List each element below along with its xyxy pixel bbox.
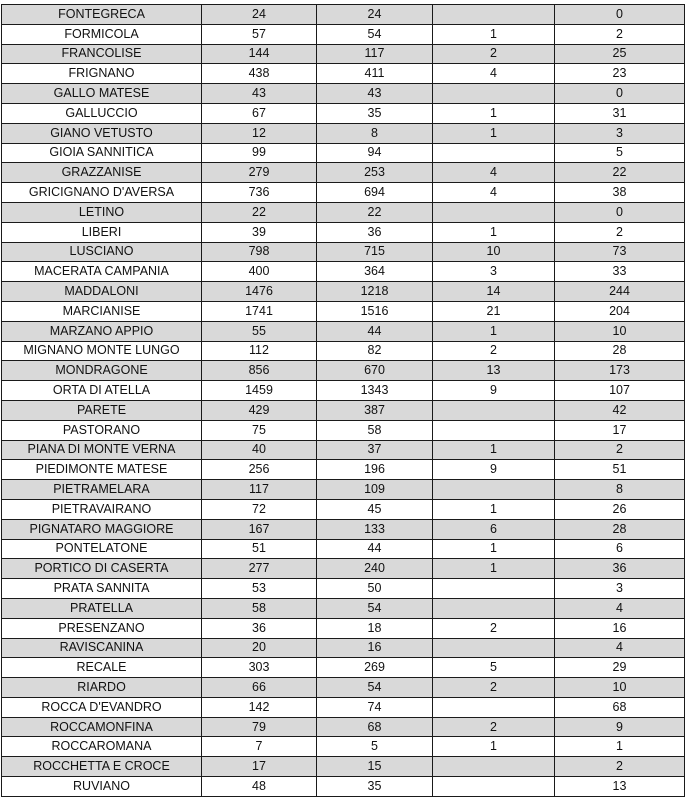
municipality-name-cell: ROCCAROMANA	[2, 737, 202, 757]
value-col-3-cell: 1	[433, 559, 555, 579]
value-col-1-cell: 75	[202, 420, 317, 440]
value-col-1-cell: 167	[202, 519, 317, 539]
municipality-name-cell: FRIGNANO	[2, 64, 202, 84]
value-col-4-cell: 68	[555, 697, 685, 717]
value-col-1-cell: 856	[202, 361, 317, 381]
value-col-1-cell: 279	[202, 163, 317, 183]
value-col-2-cell: 50	[317, 579, 433, 599]
value-col-1-cell: 12	[202, 123, 317, 143]
value-col-1-cell: 79	[202, 717, 317, 737]
table-row	[2, 697, 685, 717]
value-col-1-cell: 112	[202, 341, 317, 361]
value-col-2-cell: 22	[317, 202, 433, 222]
value-col-4-cell: 42	[555, 400, 685, 420]
value-col-2-cell: 44	[317, 321, 433, 341]
table-row	[2, 64, 685, 84]
municipality-name-cell: PORTICO DI CASERTA	[2, 559, 202, 579]
value-col-3-cell: 10	[433, 242, 555, 262]
value-col-4-cell: 4	[555, 638, 685, 658]
value-col-3-cell	[433, 400, 555, 420]
value-col-2-cell: 45	[317, 499, 433, 519]
municipality-name-cell: PIETRAVAIRANO	[2, 499, 202, 519]
municipality-name-cell: PRATELLA	[2, 598, 202, 618]
value-col-4-cell: 13	[555, 777, 685, 797]
value-col-3-cell	[433, 777, 555, 797]
value-col-3-cell: 1	[433, 321, 555, 341]
value-col-3-cell: 6	[433, 519, 555, 539]
value-col-2-cell: 37	[317, 440, 433, 460]
value-col-2-cell: 1218	[317, 282, 433, 302]
value-col-2-cell: 43	[317, 84, 433, 104]
value-col-3-cell: 1	[433, 440, 555, 460]
value-col-3-cell: 2	[433, 44, 555, 64]
table-row	[2, 539, 685, 559]
table-row	[2, 440, 685, 460]
table-row	[2, 301, 685, 321]
value-col-1-cell: 736	[202, 183, 317, 203]
table-row	[2, 777, 685, 797]
value-col-3-cell: 4	[433, 64, 555, 84]
municipality-name-cell: LETINO	[2, 202, 202, 222]
value-col-4-cell: 2	[555, 222, 685, 242]
value-col-2-cell: 133	[317, 519, 433, 539]
value-col-1-cell: 1476	[202, 282, 317, 302]
municipality-name-cell: PIEDIMONTE MATESE	[2, 460, 202, 480]
municipality-name-cell: GALLUCCIO	[2, 103, 202, 123]
value-col-1-cell: 67	[202, 103, 317, 123]
table-row	[2, 678, 685, 698]
municipality-name-cell: GIOIA SANNITICA	[2, 143, 202, 163]
table-row	[2, 400, 685, 420]
value-col-3-cell: 13	[433, 361, 555, 381]
municipality-name-cell: ORTA DI ATELLA	[2, 381, 202, 401]
table-row	[2, 123, 685, 143]
municipality-name-cell: LIBERI	[2, 222, 202, 242]
value-col-4-cell: 6	[555, 539, 685, 559]
municipality-name-cell: PARETE	[2, 400, 202, 420]
municipality-name-cell: PRESENZANO	[2, 618, 202, 638]
value-col-1-cell: 36	[202, 618, 317, 638]
value-col-1-cell: 7	[202, 737, 317, 757]
value-col-1-cell: 57	[202, 24, 317, 44]
municipality-name-cell: PONTELATONE	[2, 539, 202, 559]
value-col-1-cell: 99	[202, 143, 317, 163]
value-col-2-cell: 82	[317, 341, 433, 361]
value-col-1-cell: 22	[202, 202, 317, 222]
table-row	[2, 618, 685, 638]
municipality-name-cell: ROCCA D'EVANDRO	[2, 697, 202, 717]
table-row	[2, 361, 685, 381]
value-col-3-cell: 1	[433, 539, 555, 559]
municipality-name-cell: RIARDO	[2, 678, 202, 698]
municipality-name-cell: FRANCOLISE	[2, 44, 202, 64]
value-col-1-cell: 72	[202, 499, 317, 519]
value-col-4-cell: 173	[555, 361, 685, 381]
value-col-4-cell: 4	[555, 598, 685, 618]
value-col-3-cell: 1	[433, 222, 555, 242]
value-col-4-cell: 28	[555, 341, 685, 361]
municipality-name-cell: ROCCHETTA E CROCE	[2, 757, 202, 777]
value-col-2-cell: 24	[317, 5, 433, 25]
value-col-4-cell: 3	[555, 579, 685, 599]
value-col-2-cell: 35	[317, 103, 433, 123]
table-row	[2, 84, 685, 104]
value-col-2-cell: 1343	[317, 381, 433, 401]
value-col-4-cell: 244	[555, 282, 685, 302]
value-col-1-cell: 438	[202, 64, 317, 84]
value-col-4-cell: 23	[555, 64, 685, 84]
value-col-2-cell: 35	[317, 777, 433, 797]
value-col-3-cell: 4	[433, 163, 555, 183]
municipality-name-cell: ROCCAMONFINA	[2, 717, 202, 737]
value-col-4-cell: 8	[555, 480, 685, 500]
table-row	[2, 658, 685, 678]
table-row	[2, 183, 685, 203]
value-col-2-cell: 670	[317, 361, 433, 381]
value-col-3-cell	[433, 420, 555, 440]
municipality-name-cell: GALLO MATESE	[2, 84, 202, 104]
value-col-2-cell: 240	[317, 559, 433, 579]
value-col-4-cell: 36	[555, 559, 685, 579]
municipality-name-cell: PASTORANO	[2, 420, 202, 440]
municipality-name-cell: GRICIGNANO D'AVERSA	[2, 183, 202, 203]
table-row	[2, 559, 685, 579]
value-col-4-cell: 10	[555, 321, 685, 341]
value-col-4-cell: 107	[555, 381, 685, 401]
table-row	[2, 381, 685, 401]
value-col-1-cell: 51	[202, 539, 317, 559]
value-col-2-cell: 16	[317, 638, 433, 658]
table-row	[2, 420, 685, 440]
municipality-name-cell: RAVISCANINA	[2, 638, 202, 658]
value-col-1-cell: 798	[202, 242, 317, 262]
value-col-3-cell: 1	[433, 103, 555, 123]
value-col-3-cell: 3	[433, 262, 555, 282]
value-col-1-cell: 400	[202, 262, 317, 282]
table-row	[2, 321, 685, 341]
value-col-1-cell: 53	[202, 579, 317, 599]
value-col-2-cell: 74	[317, 697, 433, 717]
value-col-2-cell: 18	[317, 618, 433, 638]
value-col-3-cell: 1	[433, 123, 555, 143]
table-row	[2, 598, 685, 618]
value-col-1-cell: 144	[202, 44, 317, 64]
value-col-1-cell: 256	[202, 460, 317, 480]
value-col-3-cell: 5	[433, 658, 555, 678]
value-col-3-cell	[433, 480, 555, 500]
table-row	[2, 579, 685, 599]
value-col-2-cell: 387	[317, 400, 433, 420]
value-col-4-cell: 9	[555, 717, 685, 737]
value-col-1-cell: 48	[202, 777, 317, 797]
value-col-1-cell: 17	[202, 757, 317, 777]
value-col-4-cell: 38	[555, 183, 685, 203]
municipality-name-cell: PIETRAMELARA	[2, 480, 202, 500]
value-col-3-cell	[433, 5, 555, 25]
value-col-1-cell: 20	[202, 638, 317, 658]
value-col-2-cell: 8	[317, 123, 433, 143]
value-col-4-cell: 51	[555, 460, 685, 480]
value-col-2-cell: 1516	[317, 301, 433, 321]
value-col-3-cell	[433, 598, 555, 618]
table-row	[2, 202, 685, 222]
value-col-4-cell: 5	[555, 143, 685, 163]
table-row	[2, 499, 685, 519]
value-col-4-cell: 3	[555, 123, 685, 143]
value-col-1-cell: 39	[202, 222, 317, 242]
value-col-4-cell: 29	[555, 658, 685, 678]
table-row	[2, 5, 685, 25]
value-col-1-cell: 55	[202, 321, 317, 341]
value-col-3-cell: 1	[433, 24, 555, 44]
value-col-3-cell: 1	[433, 737, 555, 757]
value-col-4-cell: 1	[555, 737, 685, 757]
municipality-table	[1, 4, 685, 797]
table-row	[2, 519, 685, 539]
value-col-4-cell: 73	[555, 242, 685, 262]
value-col-2-cell: 5	[317, 737, 433, 757]
value-col-4-cell: 26	[555, 499, 685, 519]
value-col-2-cell: 364	[317, 262, 433, 282]
value-col-1-cell: 1741	[202, 301, 317, 321]
table-row	[2, 480, 685, 500]
municipality-table-container	[1, 4, 684, 796]
value-col-4-cell: 31	[555, 103, 685, 123]
value-col-4-cell: 2	[555, 24, 685, 44]
value-col-1-cell: 40	[202, 440, 317, 460]
table-row	[2, 737, 685, 757]
table-body	[2, 5, 685, 797]
municipality-name-cell: MONDRAGONE	[2, 361, 202, 381]
value-col-3-cell: 14	[433, 282, 555, 302]
value-col-2-cell: 68	[317, 717, 433, 737]
value-col-3-cell: 4	[433, 183, 555, 203]
value-col-2-cell: 58	[317, 420, 433, 440]
value-col-3-cell: 2	[433, 618, 555, 638]
table-row	[2, 717, 685, 737]
value-col-3-cell: 9	[433, 381, 555, 401]
value-col-1-cell: 142	[202, 697, 317, 717]
municipality-name-cell: PRATA SANNITA	[2, 579, 202, 599]
value-col-4-cell: 16	[555, 618, 685, 638]
value-col-3-cell: 2	[433, 341, 555, 361]
value-col-4-cell: 0	[555, 84, 685, 104]
value-col-3-cell	[433, 579, 555, 599]
value-col-4-cell: 22	[555, 163, 685, 183]
value-col-3-cell: 2	[433, 717, 555, 737]
municipality-name-cell: MACERATA CAMPANIA	[2, 262, 202, 282]
municipality-name-cell: GIANO VETUSTO	[2, 123, 202, 143]
value-col-3-cell: 2	[433, 678, 555, 698]
value-col-2-cell: 54	[317, 678, 433, 698]
table-row	[2, 460, 685, 480]
municipality-name-cell: GRAZZANISE	[2, 163, 202, 183]
municipality-name-cell: MADDALONI	[2, 282, 202, 302]
municipality-name-cell: MARCIANISE	[2, 301, 202, 321]
value-col-2-cell: 54	[317, 24, 433, 44]
municipality-name-cell: MIGNANO MONTE LUNGO	[2, 341, 202, 361]
value-col-2-cell: 54	[317, 598, 433, 618]
value-col-3-cell: 9	[433, 460, 555, 480]
value-col-4-cell: 17	[555, 420, 685, 440]
value-col-1-cell: 277	[202, 559, 317, 579]
value-col-2-cell: 94	[317, 143, 433, 163]
municipality-name-cell: FORMICOLA	[2, 24, 202, 44]
table-row	[2, 103, 685, 123]
value-col-3-cell: 1	[433, 499, 555, 519]
value-col-1-cell: 66	[202, 678, 317, 698]
value-col-3-cell	[433, 638, 555, 658]
value-col-4-cell: 2	[555, 440, 685, 460]
value-col-1-cell: 58	[202, 598, 317, 618]
value-col-3-cell	[433, 84, 555, 104]
value-col-2-cell: 36	[317, 222, 433, 242]
municipality-name-cell: PIGNATARO MAGGIORE	[2, 519, 202, 539]
value-col-1-cell: 117	[202, 480, 317, 500]
value-col-3-cell	[433, 143, 555, 163]
value-col-1-cell: 24	[202, 5, 317, 25]
municipality-name-cell: MARZANO APPIO	[2, 321, 202, 341]
value-col-2-cell: 117	[317, 44, 433, 64]
value-col-4-cell: 0	[555, 5, 685, 25]
value-col-4-cell: 28	[555, 519, 685, 539]
table-row	[2, 143, 685, 163]
table-row	[2, 262, 685, 282]
table-row	[2, 341, 685, 361]
table-row	[2, 44, 685, 64]
value-col-3-cell	[433, 697, 555, 717]
value-col-4-cell: 204	[555, 301, 685, 321]
municipality-name-cell: PIANA DI MONTE VERNA	[2, 440, 202, 460]
municipality-name-cell: RECALE	[2, 658, 202, 678]
value-col-2-cell: 411	[317, 64, 433, 84]
table-row	[2, 757, 685, 777]
value-col-2-cell: 694	[317, 183, 433, 203]
value-col-2-cell: 715	[317, 242, 433, 262]
value-col-2-cell: 15	[317, 757, 433, 777]
value-col-1-cell: 43	[202, 84, 317, 104]
value-col-4-cell: 10	[555, 678, 685, 698]
value-col-2-cell: 196	[317, 460, 433, 480]
value-col-3-cell	[433, 202, 555, 222]
municipality-name-cell: LUSCIANO	[2, 242, 202, 262]
table-row	[2, 638, 685, 658]
table-row	[2, 282, 685, 302]
value-col-1-cell: 303	[202, 658, 317, 678]
table-row	[2, 163, 685, 183]
value-col-2-cell: 269	[317, 658, 433, 678]
value-col-1-cell: 1459	[202, 381, 317, 401]
value-col-4-cell: 0	[555, 202, 685, 222]
municipality-name-cell: RUVIANO	[2, 777, 202, 797]
value-col-2-cell: 253	[317, 163, 433, 183]
value-col-4-cell: 33	[555, 262, 685, 282]
value-col-3-cell: 21	[433, 301, 555, 321]
table-row	[2, 24, 685, 44]
value-col-3-cell	[433, 757, 555, 777]
value-col-2-cell: 44	[317, 539, 433, 559]
municipality-name-cell: FONTEGRECA	[2, 5, 202, 25]
value-col-1-cell: 429	[202, 400, 317, 420]
value-col-4-cell: 2	[555, 757, 685, 777]
value-col-4-cell: 25	[555, 44, 685, 64]
value-col-2-cell: 109	[317, 480, 433, 500]
table-row	[2, 222, 685, 242]
table-row	[2, 242, 685, 262]
